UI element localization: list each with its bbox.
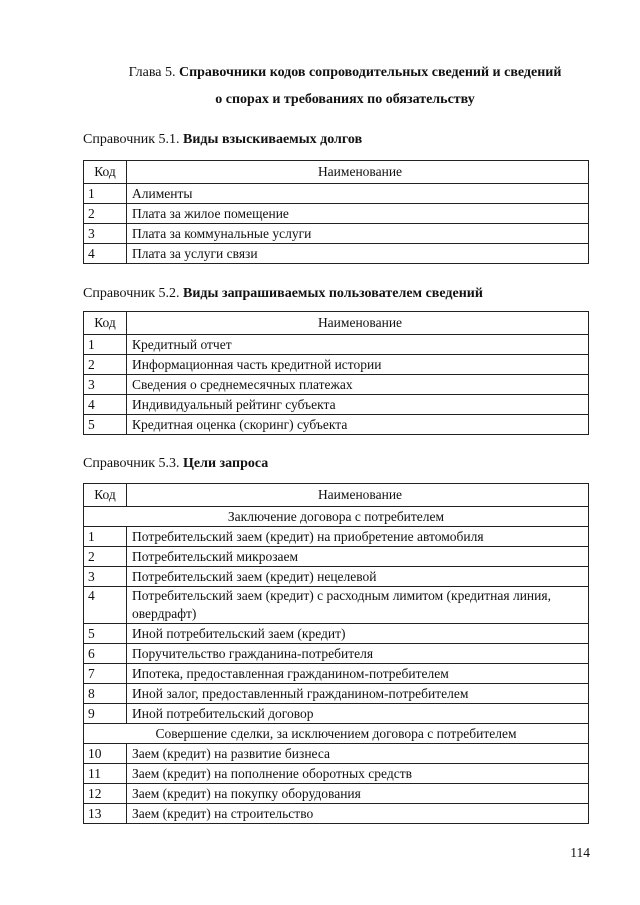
row-name: Индивидуальный рейтинг субъекта <box>127 395 589 415</box>
row-name: Плата за услуги связи <box>127 244 589 264</box>
column-header-code: Код <box>84 161 127 184</box>
row-code: 12 <box>84 784 127 804</box>
chapter-heading-line2 <box>80 92 610 108</box>
row-code: 1 <box>84 335 127 355</box>
table-row <box>84 547 589 567</box>
section-title: Совершение сделки, за исключением договора с потребителем <box>84 724 589 744</box>
row-code: 2 <box>84 355 127 375</box>
row-name: Поручительство гражданина-потребителя <box>127 644 589 664</box>
table-row <box>84 804 589 824</box>
row-code: 5 <box>84 624 127 644</box>
chapter-heading-line1 <box>80 65 610 81</box>
row-code: 9 <box>84 704 127 724</box>
row-name: Информационная часть кредитной истории <box>127 355 589 375</box>
page-number: 114 <box>570 845 590 860</box>
column-header-code: Код <box>84 312 127 335</box>
row-code: 3 <box>84 567 127 587</box>
table-row <box>84 764 589 784</box>
row-code: 4 <box>84 395 127 415</box>
table-header-row <box>84 161 589 184</box>
row-name: Плата за коммунальные услуги <box>127 224 589 244</box>
table-row <box>84 664 589 684</box>
reference-5-1-caption <box>83 132 362 148</box>
table-row <box>84 784 589 804</box>
caption-title: Виды взыскиваемых долгов <box>183 132 363 147</box>
table-row <box>84 335 589 355</box>
table-header-row <box>84 312 589 335</box>
row-code: 11 <box>84 764 127 784</box>
row-code: 1 <box>84 527 127 547</box>
row-name: Сведения о среднемесячных платежах <box>127 375 589 395</box>
row-name: Иной залог, предоставленный гражданином-потребителем <box>127 684 589 704</box>
table-section-row <box>84 507 589 527</box>
row-code: 6 <box>84 644 127 664</box>
table-row <box>84 224 589 244</box>
table-row <box>84 527 589 547</box>
row-code: 7 <box>84 664 127 684</box>
reference-5-3-table <box>83 483 589 824</box>
column-header-name: Наименование <box>127 484 589 507</box>
reference-5-1-table <box>83 160 589 264</box>
row-name: Заем (кредит) на развитие бизнеса <box>127 744 589 764</box>
reference-5-3-caption <box>83 456 268 472</box>
row-code: 3 <box>84 224 127 244</box>
row-name: Заем (кредит) на пополнение оборотных средств <box>127 764 589 784</box>
table-row <box>84 567 589 587</box>
row-name: Кредитный отчет <box>127 335 589 355</box>
table-row <box>84 644 589 664</box>
row-name: Заем (кредит) на покупку оборудования <box>127 784 589 804</box>
table-row <box>84 184 589 204</box>
column-header-name: Наименование <box>127 312 589 335</box>
caption-prefix: Справочник 5.1. <box>83 132 180 147</box>
table-row <box>84 704 589 724</box>
row-name: Потребительский микрозаем <box>127 547 589 567</box>
row-name: Иной потребительский договор <box>127 704 589 724</box>
chapter-prefix: Глава 5. <box>128 65 176 80</box>
section-title: Заключение договора с потребителем <box>84 507 589 527</box>
row-name: Алименты <box>127 184 589 204</box>
table-row <box>84 375 589 395</box>
table-row <box>84 204 589 224</box>
row-code: 2 <box>84 547 127 567</box>
row-name: Потребительский заем (кредит) нецелевой <box>127 567 589 587</box>
reference-5-2-table <box>83 311 589 435</box>
row-name: Ипотека, предоставленная гражданином-потребителем <box>127 664 589 684</box>
table-row <box>84 587 589 624</box>
column-header-name: Наименование <box>127 161 589 184</box>
caption-prefix: Справочник 5.2. <box>83 286 180 301</box>
table-row <box>84 744 589 764</box>
row-code: 4 <box>84 244 127 264</box>
table-row <box>84 355 589 375</box>
row-name: Плата за жилое помещение <box>127 204 589 224</box>
row-code: 2 <box>84 204 127 224</box>
table-row <box>84 395 589 415</box>
chapter-title-part1: Справочники кодов сопроводительных сведений и сведений <box>178 65 562 80</box>
row-code: 8 <box>84 684 127 704</box>
row-name: Потребительский заем (кредит) с расходным лимитом (кредитная линия, овердрафт) <box>127 587 589 624</box>
table-row <box>84 244 589 264</box>
row-name: Иной потребительский заем (кредит) <box>127 624 589 644</box>
column-header-code: Код <box>84 484 127 507</box>
reference-5-2-caption <box>83 286 483 302</box>
row-code: 1 <box>84 184 127 204</box>
table-row <box>84 415 589 435</box>
row-name: Кредитная оценка (скоринг) субъекта <box>127 415 589 435</box>
row-code: 4 <box>84 587 127 624</box>
table-header-row <box>84 484 589 507</box>
caption-title: Виды запрашиваемых пользователем сведений <box>183 286 483 301</box>
row-name: Потребительский заем (кредит) на приобретение автомобиля <box>127 527 589 547</box>
table-row <box>84 624 589 644</box>
caption-prefix: Справочник 5.3. <box>83 456 180 471</box>
row-code: 13 <box>84 804 127 824</box>
table-row <box>84 684 589 704</box>
caption-title: Цели запроса <box>183 456 269 471</box>
row-code: 5 <box>84 415 127 435</box>
chapter-title-part2: о спорах и требованиях по обязательству <box>215 92 475 107</box>
row-code: 10 <box>84 744 127 764</box>
row-code: 3 <box>84 375 127 395</box>
row-name: Заем (кредит) на строительство <box>127 804 589 824</box>
table-section-row <box>84 724 589 744</box>
